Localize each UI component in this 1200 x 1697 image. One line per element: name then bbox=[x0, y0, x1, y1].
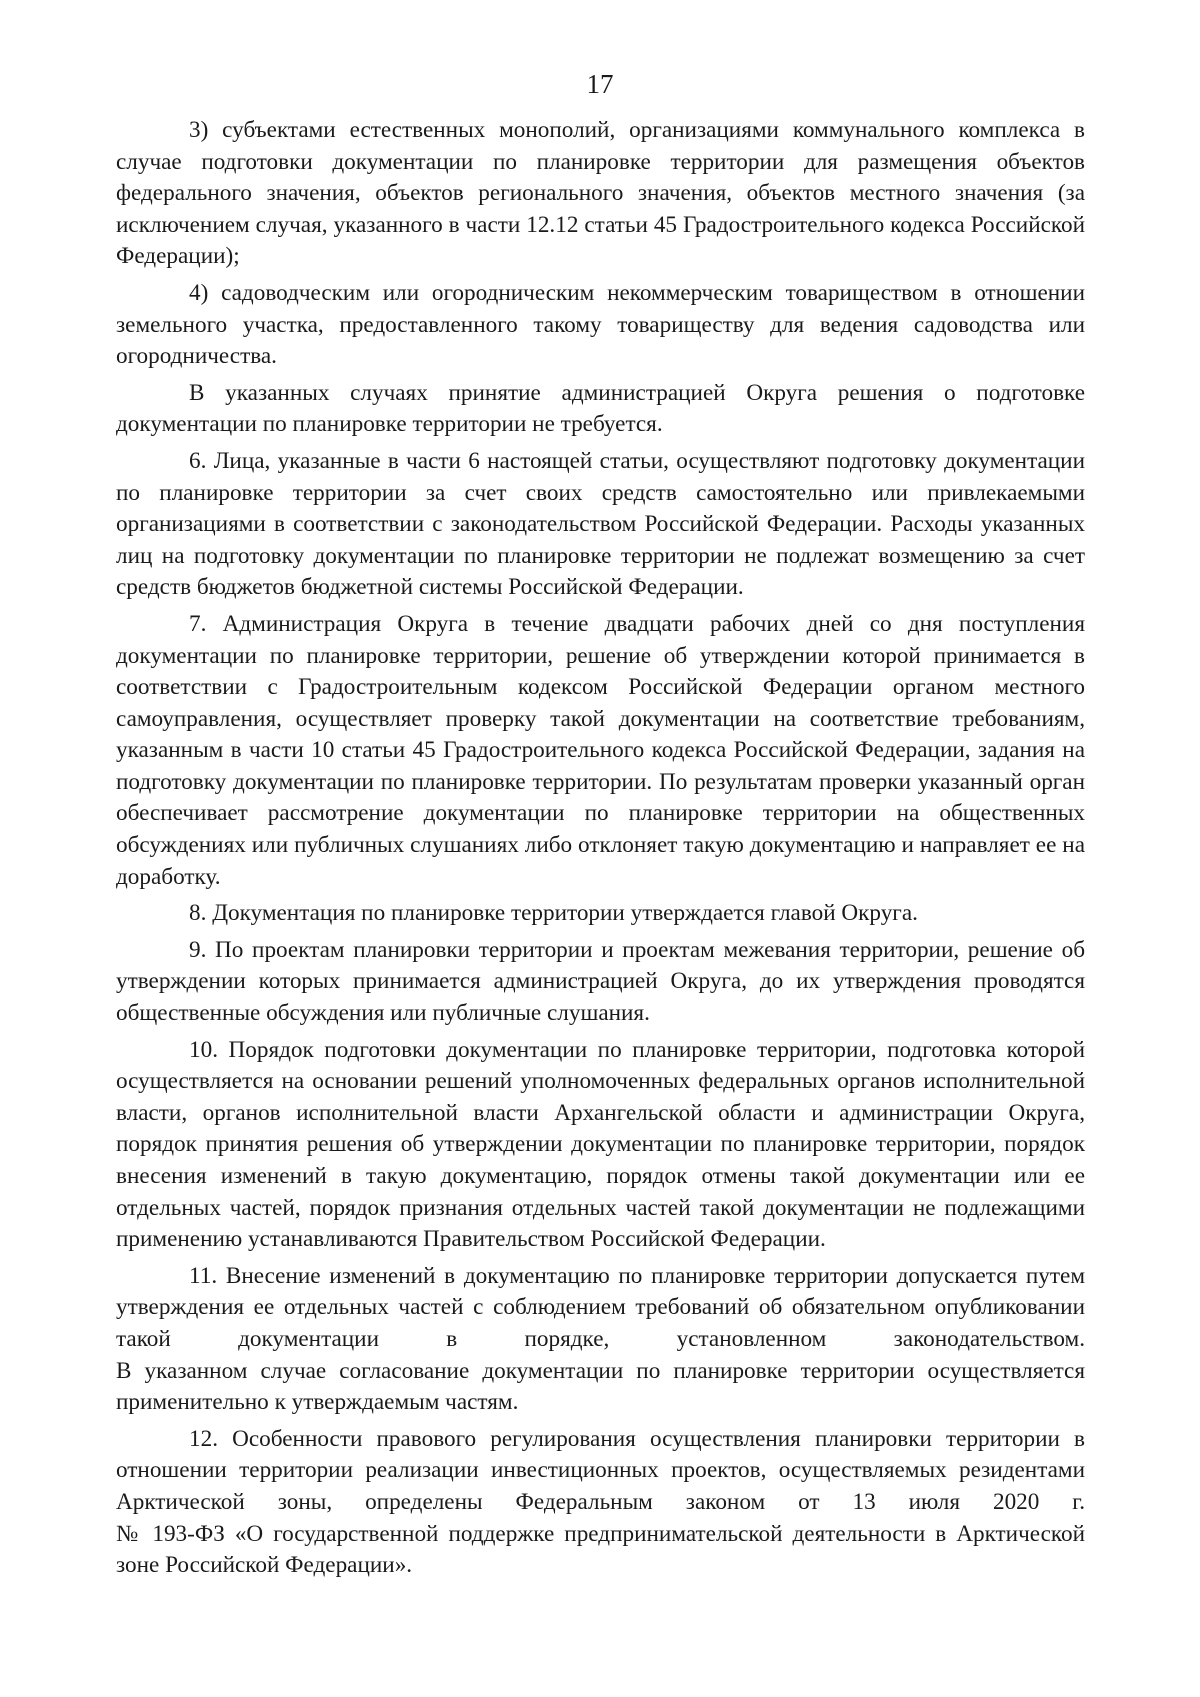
paragraph-11-part-1: 11. Внесение изменений в документацию по планировке территории допускается путем утверждения ее отдельных частей с соблюдением требований об обязательном опубликовании такой документации в порядке, установленном законодательством. bbox=[116, 1262, 1085, 1352]
paragraph-12-part-2: № 193-ФЗ «О государственной поддержке предпринимательской деятельности в Арктической зоне Российской Федерации». bbox=[116, 1520, 1085, 1579]
paragraph-item-3: 3) субъектами естественных монополий, организациями коммунального комплекса в случае подготовки документации по планировке территории для размещения объектов федерального значения, объектов регионального значения, объектов местного значения (за исключением случая, указанного в части 12.12 статьи 45 Градостроительного кодекса Российской Федерации); bbox=[116, 117, 1085, 270]
paragraph-9: 9. По проектам планировки территории и проектам межевания территории, решение об утверждении которых принимается администрацией Округа, до их утверждения проводятся общественные обсуждения или публичные слушания. bbox=[116, 936, 1085, 1027]
paragraph-8: 8. Документация по планировке территории утверждается главой Округа. bbox=[189, 900, 918, 927]
paragraph-7: 7. Администрация Округа в течение двадцати рабочих дней со дня поступления документации по планировке территории, решение об утверждении которой принимается в соответствии с Градостроительным кодексом Российской Федерации органом местного самоуправления, осуществляет проверку такой документации на соответствие требованиям, указанным в части 10 статьи 45 Градостроительного кодекса Российской Федерации, задания на подготовку документации по планировке территории. По результатам проверки указанный орган обеспечивает рассмотрение документации по планировке территории на общественных обсуждениях или публичных слушаниях либо отклоняет такую документацию и направляет ее на доработку. bbox=[116, 610, 1085, 890]
paragraph-11-part-2: В указанном случае согласование документации по планировке территории осуществляется применительно к утверждаемым частям. bbox=[116, 1357, 1085, 1416]
paragraph-12-part-1: 12. Особенности правового регулирования осуществления планировки территории в отношении территории реализации инвестиционных проектов, осуществляемых резидентами Арктической зоны, определены Федеральным законом от 13 июля 2020 г. bbox=[116, 1425, 1085, 1515]
paragraph-10: 10. Порядок подготовки документации по планировке территории, подготовка которой осуществляется на основании решений уполномоченных федеральных органов исполнительной власти, органов исполнительной власти Архангельской области и администрации Округа, порядок принятия решения об утверждении документации по планировке территории, порядок внесения изменений в такую документацию, порядок отмены такой документации или ее отдельных частей, порядок признания отдельных частей такой документации не подлежащими применению устанавливаются Правительством Российской Федерации. bbox=[116, 1036, 1085, 1253]
document-body bbox=[116, 115, 1085, 1587]
paragraph-note: В указанных случаях принятие администрацией Округа решения о подготовке документации по планировке территории не требуется. bbox=[116, 379, 1085, 438]
page-number: 17 bbox=[586, 69, 614, 99]
paragraph-11 bbox=[116, 1261, 1085, 1419]
paragraph-12 bbox=[116, 1424, 1085, 1582]
paragraph-6: 6. Лица, указанные в части 6 настоящей статьи, осуществляют подготовку документации по планировке территории за счет своих средств самостоятельно или привлекаемыми организациями в соответствии с законодательством Российской Федерации. Расходы указанных лиц на подготовку документации по планировке территории не подлежат возмещению за счет средств бюджетов бюджетной системы Российской Федерации. bbox=[116, 447, 1085, 601]
paragraph-item-4: 4) садоводческим или огородническим некоммерческим товариществом в отношении земельного участка, предоставленного такому товариществу для ведения садоводства или огородничества. bbox=[116, 279, 1085, 370]
